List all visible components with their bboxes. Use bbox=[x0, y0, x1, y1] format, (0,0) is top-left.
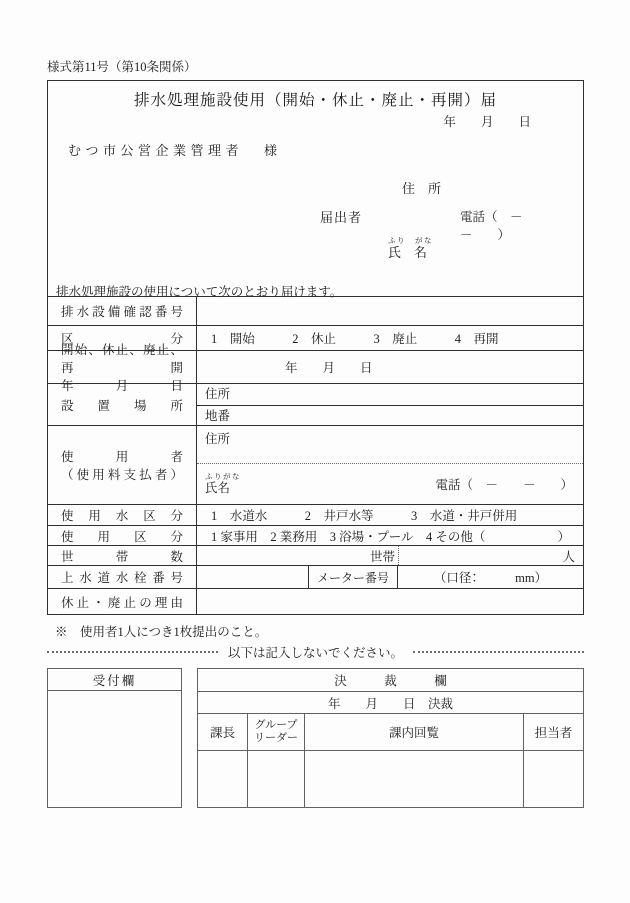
approval-stamp-group-leader bbox=[247, 750, 304, 807]
user-name-furigana: ふりがな bbox=[205, 472, 241, 481]
approval-title: 決 裁 欄 bbox=[334, 674, 447, 688]
location-label: 設置場所 bbox=[61, 398, 183, 413]
confirmation-number-value bbox=[197, 297, 583, 325]
user-phone-label: 電話（ － － ） bbox=[435, 478, 573, 492]
row-action-date bbox=[48, 343, 583, 393]
row-reason bbox=[48, 588, 583, 614]
tap-number-label: 上水道水栓番号 bbox=[61, 571, 183, 585]
row-location bbox=[48, 383, 583, 425]
form-box bbox=[47, 80, 584, 615]
no-entry-text: 以下は記入しないでください。 bbox=[228, 646, 404, 660]
use-type-options-close: ） bbox=[557, 529, 570, 544]
use-type-label: 使用区分 bbox=[61, 529, 183, 544]
addressee: むつ市公営企業管理者 bbox=[68, 143, 244, 158]
submission-note: ※ 使用者1人につき1枚提出のこと。 bbox=[55, 625, 268, 639]
declarant-phone-label: 電話（ － － ） bbox=[460, 210, 548, 242]
declarant-name-furigana: ふり がな bbox=[388, 236, 433, 245]
location-address-label: 住所 bbox=[205, 387, 231, 401]
reason-value bbox=[197, 589, 583, 614]
row-use-type bbox=[48, 525, 583, 545]
declarant-name-block bbox=[388, 236, 433, 260]
user-name-label: 氏名 bbox=[205, 481, 231, 495]
row-tap-number bbox=[48, 565, 583, 588]
reason-label: 休止・廃止の理由 bbox=[61, 595, 183, 610]
approval-stamp-section-chief bbox=[198, 750, 247, 807]
approval-stamp-internal-circulation bbox=[304, 750, 523, 807]
approval-date-line: 年 月 日 決裁 bbox=[198, 691, 583, 713]
statement: 排水処理施設の使用について次のとおり届けます。 bbox=[56, 285, 343, 299]
action-date-label-line1: 開始、休止、廃止、再開 bbox=[61, 343, 183, 375]
addressee-honorific: 様 bbox=[264, 143, 278, 158]
form-title: 排水処理施設使用（開始・休止・廃止・再開）届 bbox=[133, 92, 497, 109]
row-user bbox=[48, 425, 583, 504]
addressee-line bbox=[68, 140, 277, 159]
action-date-value: 年 月 日 bbox=[285, 361, 373, 375]
category-label: 区分 bbox=[61, 332, 183, 346]
confirmation-number-label: 排水設備確認番号 bbox=[61, 305, 183, 319]
declarant-address-label: 住 所 bbox=[402, 181, 442, 196]
approval-stamp-person-in-charge bbox=[523, 750, 583, 807]
row-household-count bbox=[48, 545, 583, 565]
category-options: 1 開始 2 休止 3 廃止 4 再開 bbox=[211, 332, 499, 346]
user-label-line1: 使用者 bbox=[61, 450, 183, 464]
row-confirmation-number bbox=[48, 296, 583, 325]
row-water-type bbox=[48, 504, 583, 525]
location-lot-label: 地番 bbox=[197, 405, 583, 425]
declarant-label: 届出者 bbox=[320, 210, 363, 225]
dotted-rule-left bbox=[47, 651, 218, 653]
approval-col-group-leader: グループ リーダー bbox=[247, 713, 304, 750]
reception-box bbox=[47, 668, 182, 808]
approval-col-person-in-charge: 担当者 bbox=[523, 713, 583, 750]
date-line: 年 月 日 bbox=[443, 115, 531, 129]
water-type-label: 使用水区分 bbox=[61, 509, 183, 523]
declarant-name-label: 氏 名 bbox=[388, 245, 428, 260]
approval-col-internal-circulation: 課内回覧 bbox=[304, 713, 523, 750]
no-entry-divider bbox=[47, 643, 584, 661]
approval-table bbox=[197, 668, 584, 808]
action-date-label-line2: 年月日 bbox=[61, 379, 183, 393]
form-number: 様式第11号（第10条関係） bbox=[47, 60, 197, 74]
persons-unit-label: 人 bbox=[562, 549, 575, 564]
reception-title: 受付欄 bbox=[48, 669, 181, 691]
user-label-line2: （使用料支払者） bbox=[61, 468, 183, 482]
approval-col-section-chief: 課長 bbox=[198, 713, 247, 750]
water-type-options: 1 水道水 2 井戸水等 3 水道・井戸併用 bbox=[211, 509, 518, 523]
diameter-label: （口径： mm） bbox=[433, 571, 548, 585]
meter-number-label: メーター番号 bbox=[309, 566, 398, 588]
household-unit-label: 世帯 bbox=[197, 546, 399, 565]
use-type-options: 1 家事用 2 業務用 3 浴場・プール 4 その他（ bbox=[211, 529, 486, 544]
household-count-label: 世帯数 bbox=[61, 549, 183, 564]
dotted-rule-right bbox=[413, 651, 584, 653]
tap-number-value bbox=[197, 566, 309, 588]
application-table bbox=[48, 296, 583, 614]
user-address-label: 住所 bbox=[197, 426, 583, 464]
